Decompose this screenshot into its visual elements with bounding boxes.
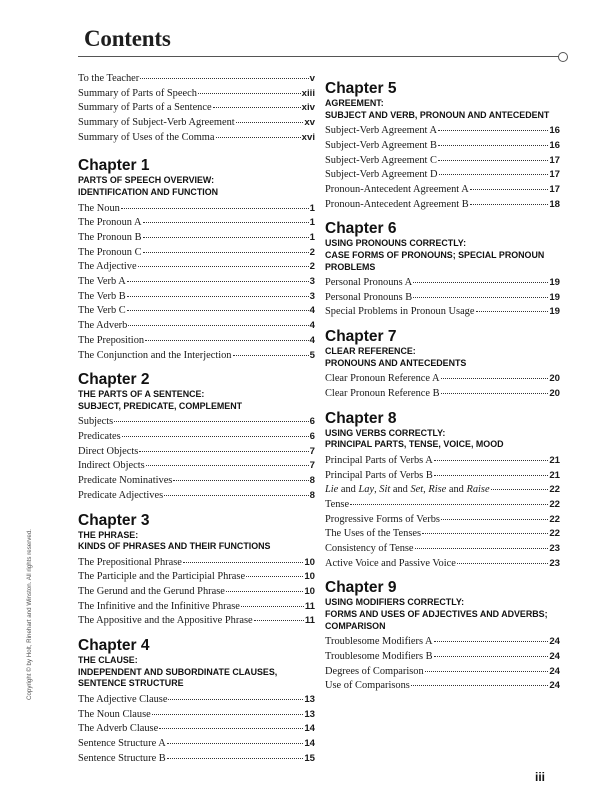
toc-entry[interactable] [78, 275, 315, 290]
chapter-subtitle [325, 238, 560, 273]
entry-page: 24 [549, 665, 560, 677]
entry-label: Direct Objects [78, 445, 139, 457]
entry-label: Subject-Verb Agreement A [325, 125, 437, 137]
dot-leader [121, 208, 309, 209]
dot-leader [143, 252, 309, 253]
contents-column-right [325, 72, 560, 694]
dot-leader [122, 436, 309, 437]
entry-page: 3 [309, 290, 315, 302]
toc-entry[interactable] [78, 585, 315, 600]
toc-entry[interactable] [78, 246, 315, 261]
entry-page: 19 [549, 277, 560, 289]
entry-label: Personal Pronouns A [325, 277, 413, 289]
entry-label: The Verb C [78, 305, 126, 317]
chapter-subtitle-line: SUBJECT, PREDICATE, COMPLEMENT [78, 400, 243, 411]
entry-label: Use of Comparisons [325, 680, 410, 692]
entry-page: 22 [549, 528, 560, 540]
entry-page: 2 [309, 246, 315, 258]
toc-entry[interactable] [78, 260, 315, 275]
toc-entry[interactable] [78, 319, 315, 334]
dot-leader [139, 451, 308, 452]
chapter-subtitle [325, 346, 560, 369]
entry-page: 21 [549, 469, 560, 481]
entry-label: The Uses of the Tenses [325, 528, 422, 540]
entry-label: Sentence Structure A [78, 737, 166, 749]
dot-leader [183, 562, 303, 563]
entry-page: 16 [549, 139, 560, 151]
entry-page: 24 [549, 650, 560, 662]
toc-entry[interactable] [78, 216, 315, 231]
entry-page: 23 [549, 543, 560, 555]
chapter-heading: Chapter 2 [78, 371, 150, 389]
chapter-subtitle-line: SUBJECT AND VERB, PRONOUN AND ANTECEDENT [325, 109, 550, 120]
dot-leader [159, 728, 303, 729]
chapter-section [325, 578, 560, 694]
chapter-heading: Chapter 7 [325, 328, 397, 346]
entry-page: 10 [304, 556, 315, 568]
dot-leader [434, 656, 549, 657]
dot-leader [127, 281, 309, 282]
entry-label: Predicate Adjectives [78, 489, 164, 501]
chapter-heading: Chapter 9 [325, 579, 397, 597]
toc-entry[interactable] [78, 570, 315, 585]
entry-label: Clear Pronoun Reference B [325, 388, 440, 400]
dot-leader [413, 297, 548, 298]
dot-leader [152, 714, 304, 715]
entry-page: 1 [309, 202, 315, 214]
chapter-subtitle-line: COMPARISON [325, 620, 386, 631]
dot-leader [491, 489, 549, 490]
entry-page: 4 [309, 305, 315, 317]
dot-leader [168, 699, 303, 700]
rule-end-ornament [558, 52, 568, 62]
entry-label: The Noun [78, 202, 120, 214]
dot-leader [254, 620, 304, 621]
toc-entry[interactable] [325, 183, 560, 198]
entry-page: 8 [309, 489, 315, 501]
chapter-subtitle-line: AGREEMENT: [325, 98, 384, 108]
entry-label: Indirect Objects [78, 460, 145, 472]
entry-page: 22 [549, 513, 560, 525]
entry-page: 24 [549, 680, 560, 692]
toc-entry[interactable] [325, 168, 560, 183]
toc-entry[interactable]: Summary of Parts of a Sentence xiv [78, 102, 315, 114]
entry-label: Special Problems in Pronoun Usage [325, 306, 475, 318]
dot-leader [233, 355, 309, 356]
toc-entry[interactable] [78, 474, 315, 489]
toc-entry[interactable] [78, 737, 315, 752]
toc-entry[interactable] [325, 679, 560, 694]
toc-entry[interactable] [325, 372, 560, 387]
dot-leader [438, 130, 548, 131]
entry-page: 17 [549, 169, 560, 181]
entry-label: Subject-Verb Agreement C [325, 154, 437, 166]
toc-entry[interactable] [325, 387, 560, 402]
title-rule [78, 56, 561, 57]
entry-page: 11 [304, 600, 315, 612]
chapter-subtitle-line: IDENTIFICATION AND FUNCTION [78, 187, 219, 198]
entry-label: Troublesome Modifiers B [325, 650, 433, 662]
entry-label: The Conjunction and the Interjection [78, 349, 232, 361]
chapter-heading: Chapter 5 [325, 80, 397, 97]
entry-page: 11 [304, 615, 315, 627]
page-title: Contents [84, 26, 171, 51]
chapter-subtitle-line: CLEAR REFERENCE: [325, 346, 416, 357]
toc-entry[interactable] [325, 665, 560, 680]
entry-page: 17 [549, 183, 560, 195]
entry-label: Predicate Nominatives [78, 475, 173, 487]
entry-page: 5 [309, 349, 315, 361]
dot-leader [422, 533, 548, 534]
entry-page: 22 [549, 498, 560, 510]
dot-leader [143, 222, 309, 223]
dot-leader [164, 495, 309, 496]
dot-leader [241, 606, 304, 607]
dot-leader [441, 378, 549, 379]
entry-label: Tense [325, 498, 350, 510]
chapter-subtitle-line: PROBLEMS [325, 261, 376, 272]
entry-page: 13 [304, 693, 315, 705]
dot-leader [127, 310, 309, 311]
chapter-subtitle-line: PRINCIPAL PARTS, TENSE, VOICE, MOOD [325, 439, 504, 450]
toc-entry[interactable] [78, 722, 315, 737]
entry-label: Consistency of Tense [325, 543, 414, 555]
page-number: iii [535, 770, 546, 784]
dot-leader [143, 237, 309, 238]
dot-leader [438, 145, 548, 146]
toc-entry[interactable] [78, 708, 315, 723]
entry-label: The Pronoun C [78, 246, 142, 258]
chapter-subtitle-line: PARTS OF SPEECH OVERVIEW: [78, 175, 215, 186]
intro-list [78, 72, 315, 145]
entry-label: Progressive Forms of Verbs [325, 513, 440, 525]
entry-page: 10 [304, 571, 315, 583]
chapter-section [78, 370, 315, 503]
entry-page: 4 [309, 334, 315, 346]
entry-label: The Participle and the Participial Phrase [78, 571, 246, 583]
toc-entry[interactable] [78, 430, 315, 445]
entry-label: The Infinitive and the Infinitive Phrase [78, 600, 240, 612]
entry-label: Principal Parts of Verbs B [325, 469, 433, 481]
toc-entry[interactable] [78, 445, 315, 460]
entry-page: 6 [309, 416, 315, 428]
chapter-subtitle-line: THE PHRASE: [78, 529, 139, 540]
entry-label: Subject-Verb Agreement B [325, 139, 437, 151]
toc-entry[interactable] [78, 459, 315, 474]
entry-label: The Prepositional Phrase [78, 556, 182, 568]
chapter-heading: Chapter 6 [325, 220, 397, 238]
entry-page: 1 [309, 217, 315, 229]
dot-leader [350, 504, 548, 505]
dot-leader [434, 460, 549, 461]
dot-leader [476, 311, 549, 312]
toc-entry[interactable] [78, 614, 315, 629]
entry-page: 10 [304, 586, 315, 598]
chapter-subtitle [78, 530, 315, 553]
entry-label: The Pronoun B [78, 232, 142, 243]
chapter-heading: Chapter 3 [78, 511, 150, 529]
toc-entry[interactable] [325, 469, 560, 484]
toc-entry[interactable] [325, 483, 560, 498]
toc-entry[interactable] [78, 600, 315, 615]
toc-entry[interactable] [325, 527, 560, 542]
entry-label: The Verb A [78, 276, 126, 288]
entry-page: 19 [549, 291, 560, 303]
entry-page: 15 [304, 752, 315, 764]
toc-entry[interactable] [325, 198, 560, 213]
dot-leader [438, 160, 548, 161]
dot-leader [167, 758, 304, 759]
entry-page: 1 [309, 232, 315, 243]
toc-entry[interactable] [78, 334, 315, 349]
entry-page: 17 [549, 154, 560, 166]
entry-label: Predicates [78, 431, 121, 443]
toc-entry[interactable]: Summary of Subject-Verb Agreement xv [78, 117, 315, 129]
toc-entry[interactable] [325, 139, 560, 154]
entry-page: 7 [309, 460, 315, 472]
chapter-section [325, 79, 560, 212]
toc-entry[interactable] [325, 635, 560, 650]
chapter-subtitle [325, 98, 560, 121]
toc-entry[interactable]: To the Teacher v [78, 73, 315, 84]
toc-entry[interactable]: Summary of Parts of Speech xiii [78, 87, 315, 99]
entry-label: The Gerund and the Gerund Phrase [78, 586, 225, 598]
entry-page: 22 [549, 484, 560, 496]
entry-label: Pronoun-Antecedent Agreement B [325, 198, 469, 210]
entry-page: 23 [549, 557, 560, 569]
toc-entry[interactable] [78, 290, 315, 305]
dot-leader [415, 548, 549, 549]
chapter-heading: Chapter 1 [78, 157, 150, 175]
toc-entry[interactable]: Summary of Uses of the Comma xvi [78, 131, 315, 143]
entry-label: The Adverb Clause [78, 723, 159, 735]
chapter-section [325, 409, 560, 572]
entry-page: 14 [304, 737, 315, 749]
toc-entry[interactable] [78, 693, 315, 708]
chapter-subtitle-line: KINDS OF PHRASES AND THEIR FUNCTIONS [78, 541, 271, 552]
chapter-subtitle [325, 428, 560, 451]
entry-label: The Noun Clause [78, 708, 151, 720]
dot-leader [413, 282, 548, 283]
toc-entry[interactable] [78, 202, 315, 217]
dot-leader [441, 393, 549, 394]
chapter-subtitle [78, 389, 315, 412]
chapter-subtitle-line: FORMS AND USES OF ADJECTIVES AND ADVERBS; [325, 609, 548, 619]
toc-entry[interactable] [325, 650, 560, 665]
entry-page: 8 [309, 475, 315, 487]
toc-entry[interactable] [78, 556, 315, 571]
dot-leader [434, 641, 549, 642]
chapter-subtitle-line: USING MODIFIERS CORRECTLY: [325, 597, 465, 608]
chapter-subtitle-line: PRONOUNS AND ANTECEDENTS [325, 357, 467, 368]
toc-entry[interactable] [325, 513, 560, 528]
dot-leader [470, 189, 549, 190]
entry-page: 20 [549, 388, 560, 400]
entry-label: The Verb B [78, 290, 126, 302]
entry-label: The Adjective Clause [78, 693, 168, 705]
chapter-section [78, 156, 315, 363]
entry-label: The Adjective [78, 261, 137, 273]
entry-label: The Appositive and the Appositive Phrase [78, 615, 253, 627]
chapter-subtitle-line: THE CLAUSE: [78, 655, 138, 666]
entry-page: 16 [549, 125, 560, 137]
toc-entry[interactable] [325, 124, 560, 139]
dot-leader [138, 266, 309, 267]
entry-label: The Adverb [78, 320, 128, 332]
entry-label: Lie and Lay, Sit and Set, Rise and Raise [325, 484, 490, 496]
chapter-subtitle-line: USING PRONOUNS CORRECTLY: [325, 238, 467, 249]
dot-leader [441, 519, 548, 520]
entry-page: 21 [549, 454, 560, 466]
entry-label: Subject-Verb Agreement D [325, 169, 438, 181]
toc-entry[interactable] [325, 542, 560, 557]
entry-page: 3 [309, 276, 315, 288]
chapter-subtitle [78, 655, 315, 690]
entry-page: 7 [309, 445, 315, 457]
toc-entry[interactable] [78, 304, 315, 319]
toc-entry[interactable] [78, 415, 315, 430]
chapter-subtitle-line: CASE FORMS OF PRONOUNS; SPECIAL PRONOUN [325, 249, 545, 260]
entry-label: Troublesome Modifiers A [325, 636, 433, 648]
chapter-section [78, 636, 315, 766]
entry-page: 14 [304, 723, 315, 735]
entry-label: The Pronoun A [78, 217, 142, 229]
entry-page: 24 [549, 636, 560, 648]
toc-entry[interactable] [78, 752, 315, 767]
toc-entry[interactable] [325, 276, 560, 291]
toc-entry[interactable] [325, 305, 560, 320]
chapter-subtitle-line: INDEPENDENT AND SUBORDINATE CLAUSES, [78, 666, 278, 677]
toc-entry[interactable] [325, 454, 560, 469]
chapter-subtitle-line: THE PARTS OF A SENTENCE: [78, 389, 205, 400]
chapter-section [325, 327, 560, 402]
toc-entry[interactable] [325, 498, 560, 513]
entry-label: Pronoun-Antecedent Agreement A [325, 183, 469, 195]
entry-page: 13 [304, 708, 315, 720]
entry-page: 18 [549, 198, 560, 210]
entry-page: 6 [309, 431, 315, 443]
entry-label: Clear Pronoun Reference A [325, 373, 440, 385]
toc-entry[interactable] [78, 231, 315, 246]
chapter-subtitle-line: SENTENCE STRUCTURE [78, 678, 184, 689]
entry-label: Sentence Structure B [78, 752, 166, 764]
entry-label: Personal Pronouns B [325, 291, 413, 303]
dot-leader [439, 174, 549, 175]
dot-leader [127, 296, 309, 297]
toc-entry[interactable] [78, 349, 315, 364]
entry-label: The Preposition [78, 334, 145, 346]
chapter-subtitle [78, 175, 315, 198]
chapter-section [78, 511, 315, 630]
dot-leader [246, 576, 303, 577]
chapter-subtitle [325, 597, 560, 632]
dot-leader [128, 325, 308, 326]
dot-leader [470, 204, 549, 205]
entry-page: 20 [549, 373, 560, 385]
toc-entry[interactable] [325, 557, 560, 572]
entry-label: Subjects [78, 416, 114, 428]
entry-label: Active Voice and Passive Voice [325, 557, 456, 569]
entry-label: Principal Parts of Verbs A [325, 454, 433, 466]
contents-column-left [78, 72, 315, 766]
copyright-notice: Copyright © by Holt, Rinehart and Winston. All rights reserved. [26, 528, 33, 700]
chapter-section [325, 219, 560, 320]
entry-page: 19 [549, 306, 560, 318]
dot-leader [167, 743, 304, 744]
dot-leader [114, 421, 308, 422]
chapter-subtitle-line: USING VERBS CORRECTLY: [325, 427, 446, 438]
dot-leader [434, 475, 549, 476]
toc-entry[interactable] [325, 291, 560, 306]
dot-leader [173, 480, 308, 481]
dot-leader [425, 671, 549, 672]
entry-page: 4 [309, 320, 315, 332]
dot-leader [411, 685, 548, 686]
chapter-heading: Chapter 4 [78, 637, 150, 655]
entry-page: 2 [309, 261, 315, 273]
toc-entry[interactable] [78, 489, 315, 504]
entry-label: Degrees of Comparison [325, 665, 424, 677]
dot-leader [457, 563, 549, 564]
chapter-heading: Chapter 8 [325, 409, 397, 427]
dot-leader [145, 340, 309, 341]
dot-leader [146, 465, 309, 466]
toc-entry[interactable] [325, 154, 560, 169]
dot-leader [226, 591, 303, 592]
